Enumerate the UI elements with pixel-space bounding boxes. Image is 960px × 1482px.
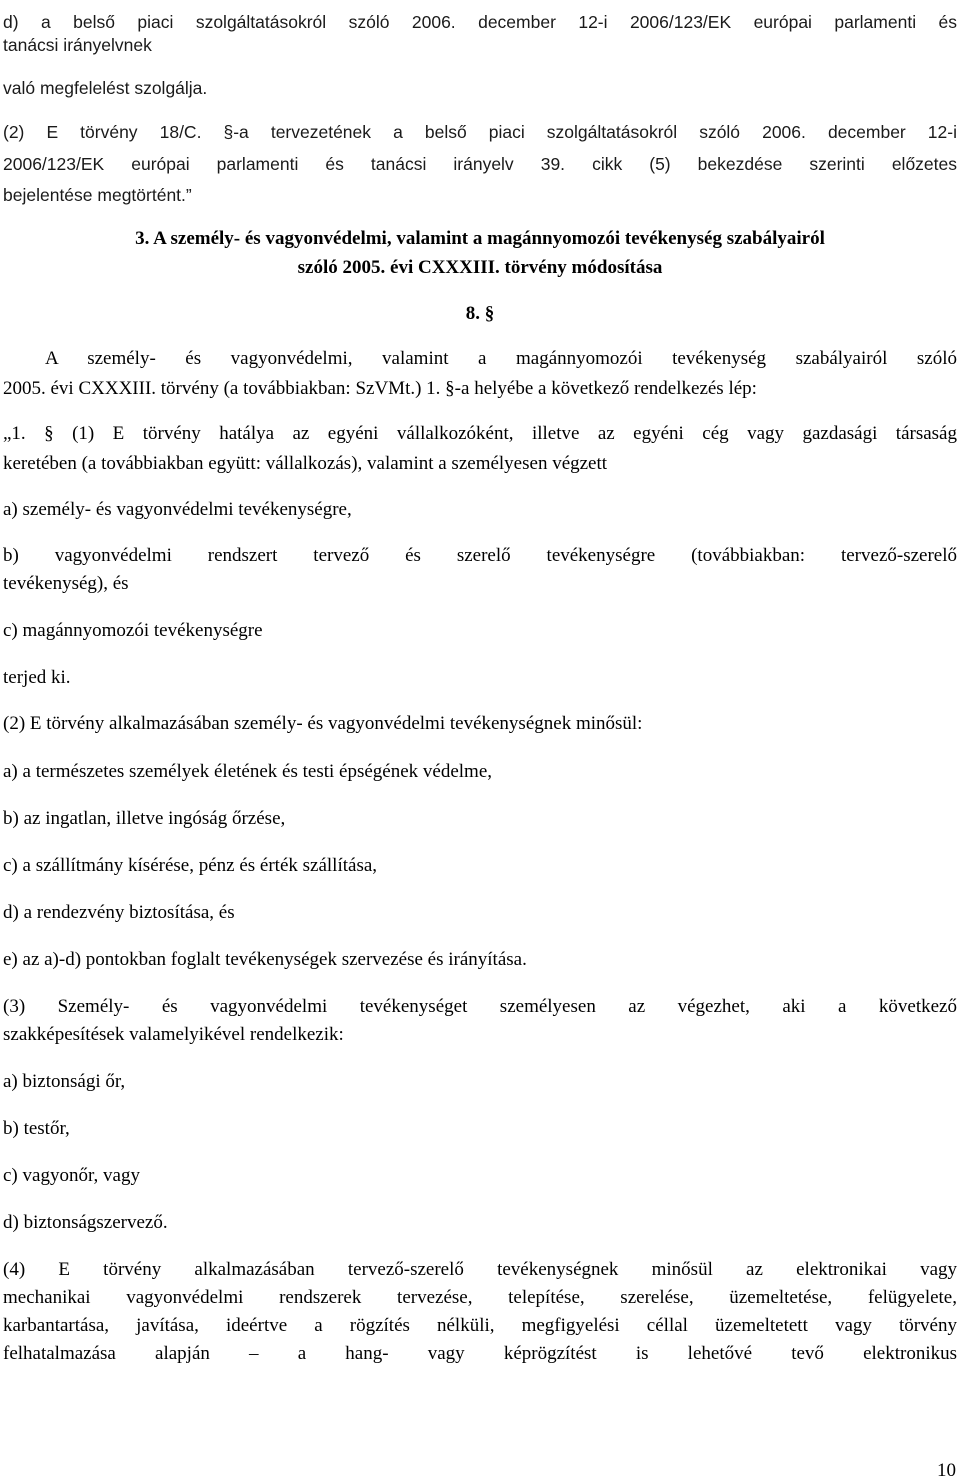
text-line: tanácsi irányelvnek	[3, 35, 152, 55]
paragraph-number: 8. §	[465, 303, 495, 324]
list-item: c) a szállítmány kísérése, pénz és érték szállítása,	[3, 855, 378, 876]
list-item: b) az ingatlan, illetve ingóság őrzése,	[3, 808, 286, 829]
list-item: c) magánnyomozói tevékenységre	[3, 620, 263, 641]
text-line: való megfelelést szolgálja.	[3, 78, 208, 98]
list-item: a) személy- és vagyonvédelmi tevékenységre,	[3, 499, 352, 520]
text-line: karbantartása, javítása, ideértve a rögzítés nélküli, megfigyelési céllal üzemeltetett vagy törvény	[3, 1315, 957, 1336]
page-number: 10	[937, 1460, 956, 1481]
text-line: 2005. évi CXXXIII. törvény (a továbbiakban: SzVMt.) 1. §-a helyébe a következő rendelkezés lép:	[3, 378, 757, 399]
list-item: a) a természetes személyek életének és testi épségének védelme,	[3, 761, 493, 782]
list-item: b) testőr,	[3, 1118, 70, 1139]
list-item: d) a rendezvény biztosítása, és	[3, 902, 235, 923]
text-line: mechanikai vagyonvédelmi rendszerek tervezése, telepítése, szerelése, üzemeltetése, felügyelete,	[3, 1287, 957, 1308]
text-line: 2006/123/EK európai parlamenti és tanácsi irányelv 39. cikk (5) bekezdése szerinti előzetes	[3, 154, 957, 174]
text-line: (2) E törvény 18/C. §-a tervezetének a belső piaci szolgáltatásokról szóló 2006. december 12-i	[3, 122, 957, 142]
text-line: terjed ki.	[3, 667, 71, 688]
text-line: szakképesítések valamelyikével rendelkezik:	[3, 1024, 344, 1045]
list-item: a) biztonsági őr,	[3, 1071, 126, 1092]
list-item: e) az a)-d) pontokban foglalt tevékenységek szervezése és irányítása.	[3, 949, 527, 970]
text-line: d) a belső piaci szolgáltatásokról szóló 2006. december 12-i 2006/123/EK európai parlamenti és	[3, 12, 957, 32]
text-line: (3) Személy- és vagyonvédelmi tevékenységet személyesen az végezhet, aki a következő	[3, 996, 957, 1017]
text-line: bejelentése megtörtént.”	[3, 185, 192, 205]
text-line: felhatalmazása alapján – a hang- vagy képrögzítést is lehetővé tevő elektronikus	[3, 1343, 957, 1364]
text-line: (2) E törvény alkalmazásában személy- és vagyonvédelmi tevékenységnek minősül:	[3, 713, 643, 734]
list-item: tevékenység), és	[3, 573, 129, 594]
text-line: „1. § (1) E törvény hatálya az egyéni vállalkozóként, illetve az egyéni cég vagy gazdasági társaság	[3, 423, 957, 444]
list-item: b) vagyonvédelmi rendszert tervező és szerelő tevékenységre (továbbiakban: tervező-szerelő	[3, 545, 957, 566]
text-line: (4) E törvény alkalmazásában tervező-szerelő tevékenységnek minősül az elektronikai vagy	[3, 1259, 957, 1280]
text-line: A személy- és vagyonvédelmi, valamint a magánnyomozói tevékenység szabályairól szóló	[45, 348, 957, 369]
section-heading: szóló 2005. évi CXXXIII. törvény módosítása	[297, 257, 663, 278]
text-line: keretében (a továbbiakban együtt: vállalkozás), valamint a személyesen végzett	[3, 453, 608, 474]
list-item: d) biztonságszervező.	[3, 1212, 168, 1233]
list-item: c) vagyonőr, vagy	[3, 1165, 140, 1186]
section-heading: 3. A személy- és vagyonvédelmi, valamint a magánnyomozói tevékenység szabályairól	[135, 228, 825, 249]
